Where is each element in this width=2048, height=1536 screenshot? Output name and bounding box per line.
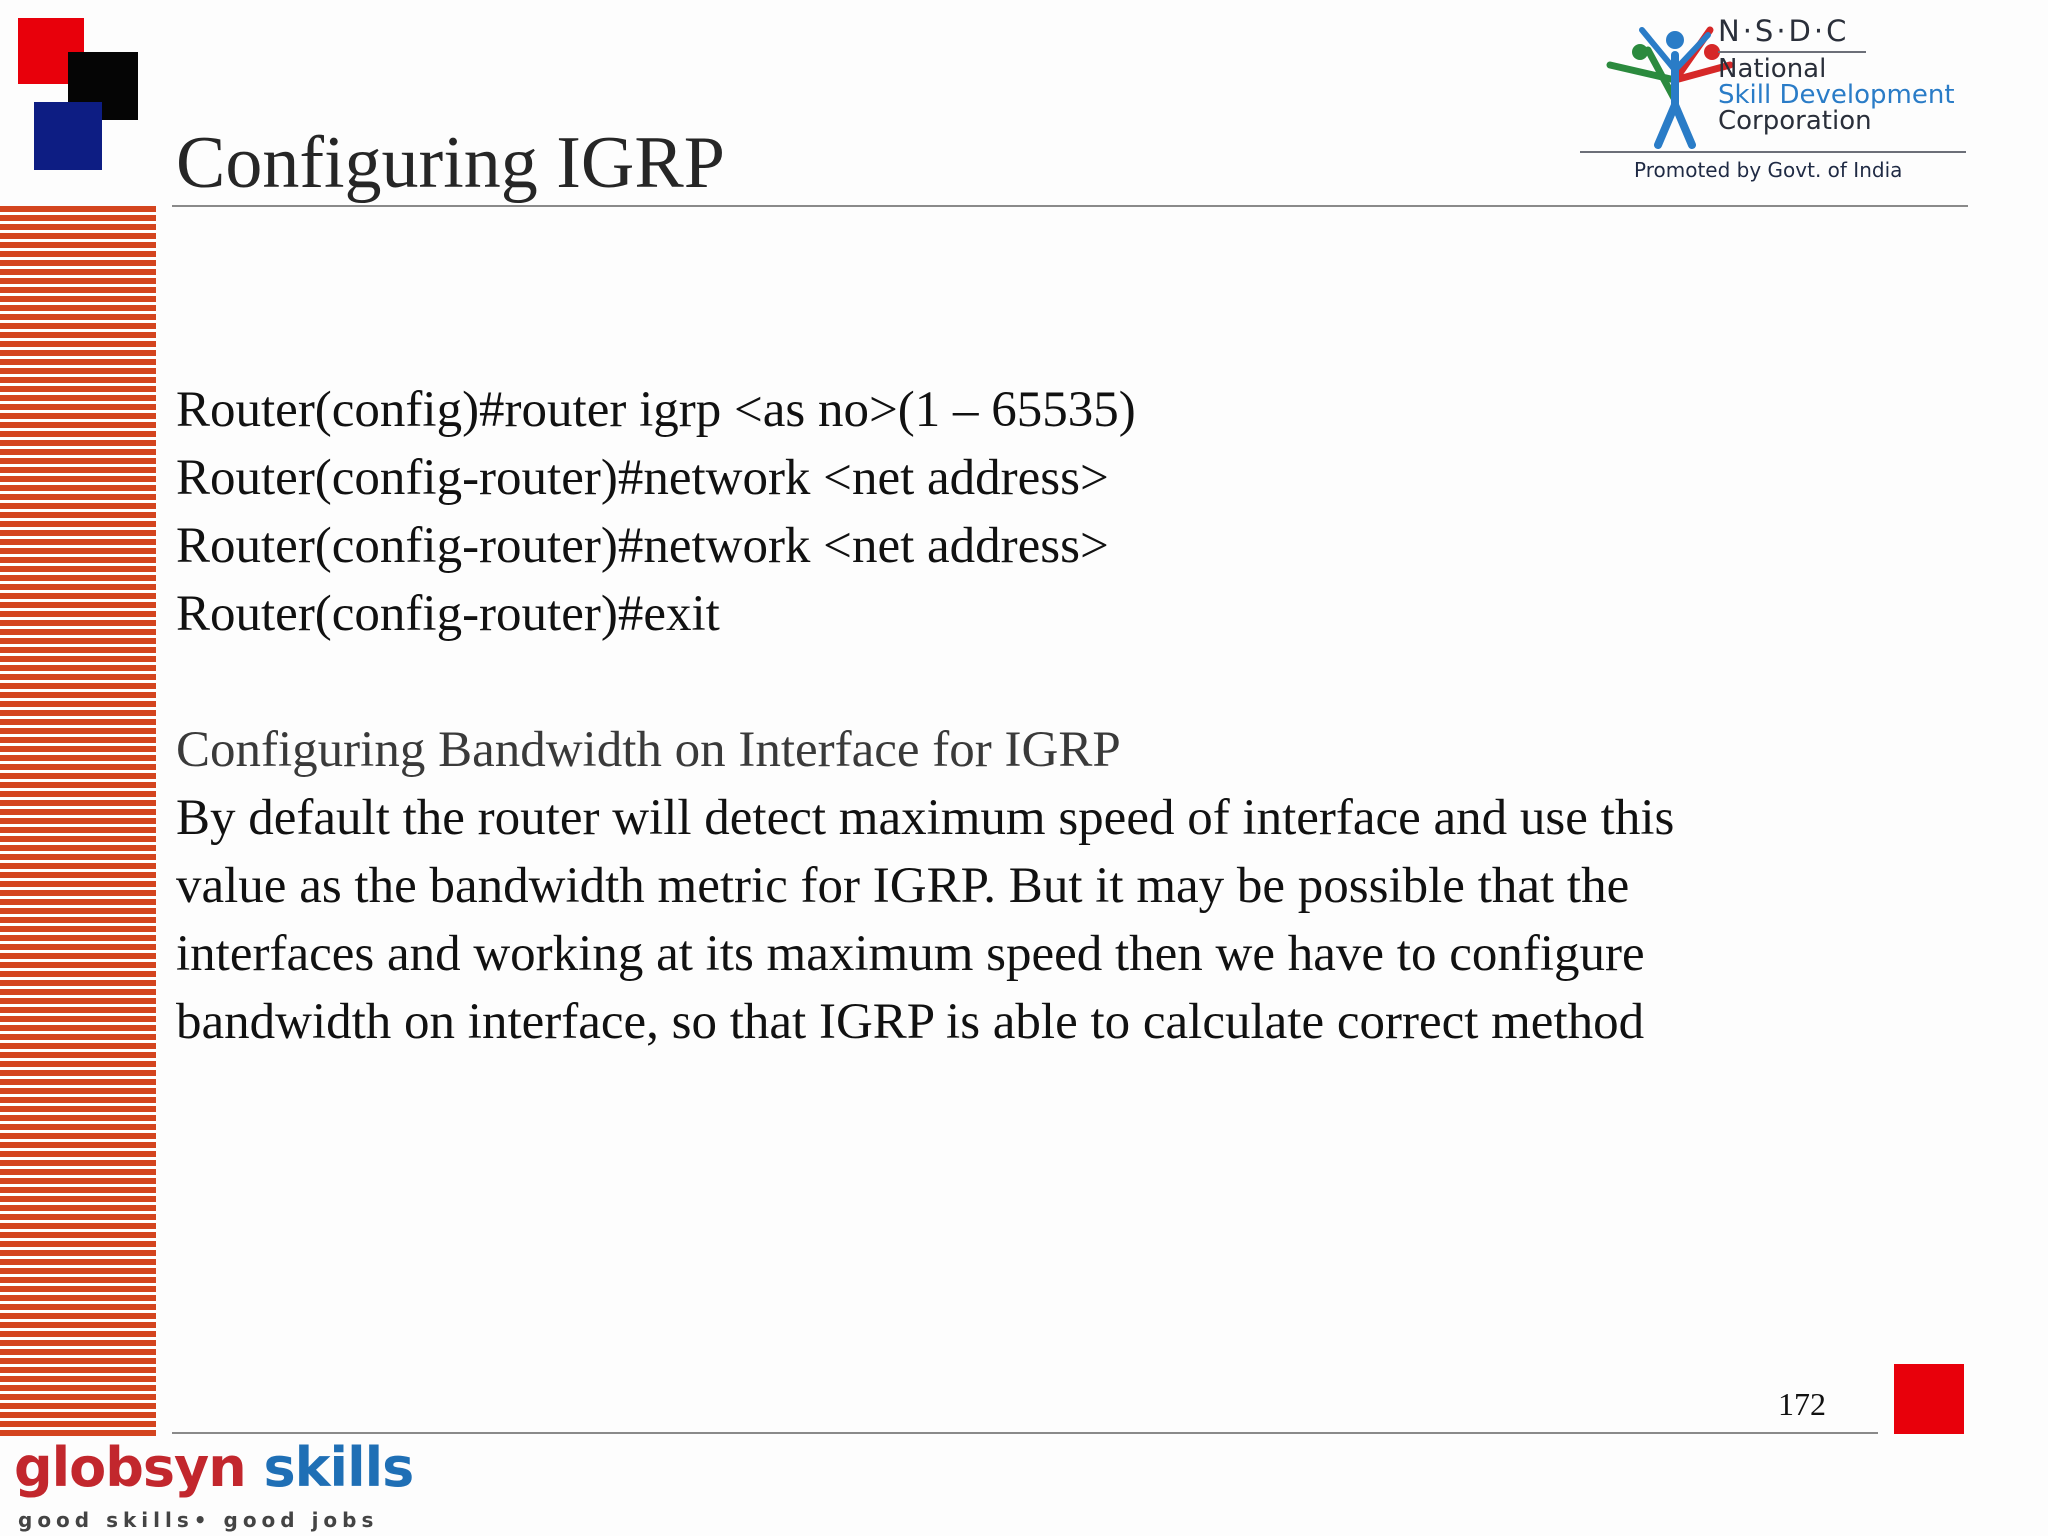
paragraph-line: interfaces and working at its maximum speed then we have to configure [176,926,1645,982]
footer-divider [172,1432,1878,1434]
nsdc-promoted-text: Promoted by Govt. of India [1634,158,1903,182]
nsdc-name-line2: Skill Development [1718,80,1955,110]
brand-tagline: good skills• good jobs [18,1508,379,1532]
command-line: Router(config-router)#network <net address> [176,518,1109,574]
slide-title: Configuring IGRP [176,122,725,204]
paragraph-line: bandwidth on interface, so that IGRP is able to calculate correct method [176,994,1645,1050]
brand-name-part2: skills [245,1436,414,1499]
nsdc-abbr-underline [1718,51,1866,53]
page-number: 172 [1778,1386,1826,1422]
command-line: Router(config-router)#exit [176,586,720,642]
nsdc-name-line3: Corporation [1718,106,1872,136]
nsdc-divider [1580,151,1966,153]
left-stripe-bar [0,206,156,1436]
command-line: Router(config)#router igrp <as no>(1 – 65535) [176,382,1136,438]
decor-blue-square [34,102,102,170]
nsdc-abbreviation: N·S·D·C [1718,14,1850,48]
paragraph-line: value as the bandwidth metric for IGRP. But it may be possible that the [176,858,1630,914]
nsdc-name-line1: National [1718,54,1827,84]
footer-red-square [1894,1364,1964,1434]
section-subheading: Configuring Bandwidth on Interface for IGRP [176,722,1121,778]
command-line: Router(config-router)#network <net address> [176,450,1109,506]
paragraph-line: By default the router will detect maximum speed of interface and use this [176,790,1675,846]
brand-name-part1: globsyn [14,1436,246,1499]
slide-content [176,376,1966,1056]
globsyn-logo [14,1436,413,1499]
